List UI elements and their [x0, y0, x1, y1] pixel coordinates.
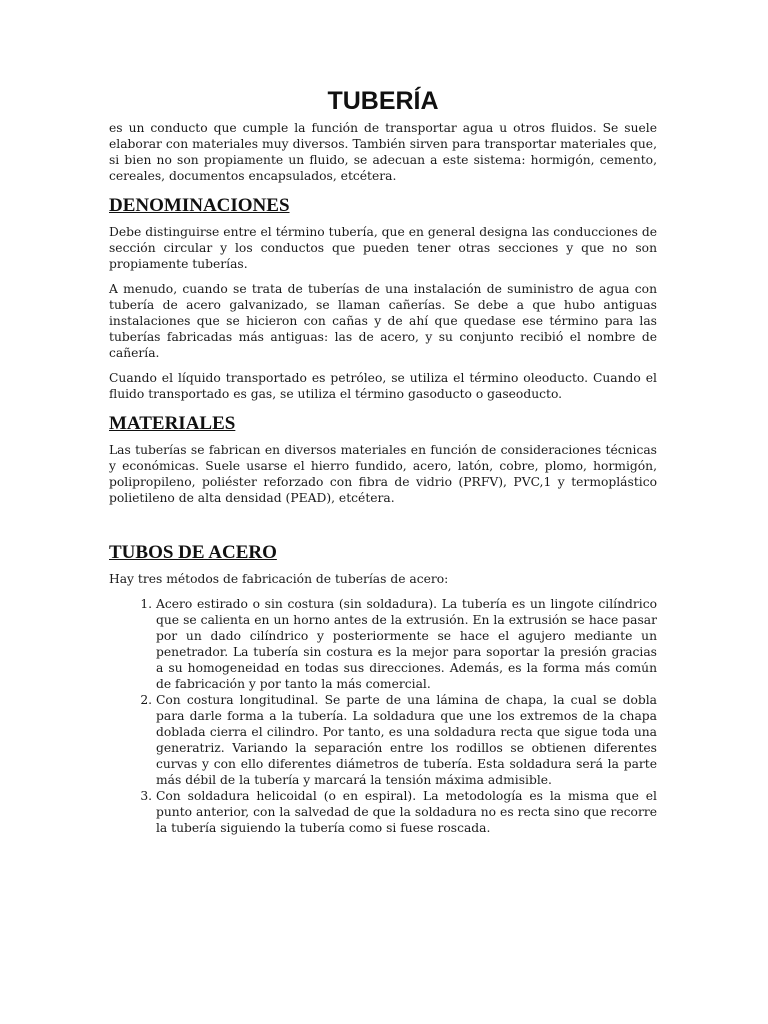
- heading-tubos-de-acero: TUBOS DE ACERO: [109, 542, 277, 563]
- denominaciones-paragraph-3: Cuando el líquido transportado es petróleo, se utiliza el término oleoducto. Cuando el fluido transportado es gas, se utiliza el término gasoducto o gaseoducto.: [109, 371, 657, 401]
- tubos-lead-paragraph: Hay tres métodos de fabricación de tuberías de acero:: [109, 572, 449, 586]
- heading-materiales: MATERIALES: [109, 413, 236, 434]
- denominaciones-paragraph-2: A menudo, cuando se trata de tuberías de una instalación de suministro de agua con tubería de acero galvanizado, se llaman cañerías. Se debe a que hubo antiguas instalaciones que se hicieron con cañas y de ahí que quedase ese término para las tuberías fabricadas más antiguas: las de acero, y su conjunto recibió el nombre de cañería.: [109, 282, 657, 360]
- denominaciones-paragraph-1: Debe distinguirse entre el término tubería, que en general designa las conducciones de sección circular y los conductos que pueden tener otras secciones y que no son propiamente tuberías.: [109, 225, 657, 271]
- document-title: TUBERÍA: [327, 87, 439, 115]
- list-item: 2. Con costura longitudinal. Se parte de una lámina de chapa, la cual se dobla para darle forma a la tubería. La soldadura que une los extremos de la chapa doblada cierra el cilindro. Por tanto, es una soldadura recta que sigue toda una generatriz. Variando la separación entre los rodillos se obtienen diferentes curvas y con ello diferentes diámetros de tubería. Esta soldadura será la parte más débil de la tubería y marcará la tensión máxima admisible.: [156, 692, 657, 788]
- list-item: 1. Acero estirado o sin costura (sin soldadura). La tubería es un lingote cilíndrico que se calienta en un horno antes de la extrusión. En la extrusión se hace pasar por un dado cilíndrico y posteriormente se hace el agujero mediante un penetrador. La tubería sin costura es la mejor para soportar la presión gracias a su homogeneidad en todas sus direcciones. Además, es la forma más común de fabricación y por tanto la más comercial.: [156, 596, 657, 692]
- fabrication-methods-list: [109, 596, 657, 836]
- materiales-paragraph: Las tuberías se fabrican en diversos materiales en función de consideraciones técnicas y económicas. Suele usarse el hierro fundido, acero, latón, cobre, plomo, hormigón, polipropileno, poliéster reforzado con fibra de vidrio (PRFV), PVC,1 y termoplástico polietileno de alta densidad (PEAD), etcétera.: [109, 443, 657, 505]
- intro-paragraph: es un conducto que cumple la función de transportar agua u otros fluidos. Se suele elaborar con materiales muy diversos. También sirven para transportar materiales que, si bien no son propiamente un fluido, se adecuan a este sistema: hormigón, cemento, cereales, documentos encapsulados, etcétera.: [109, 121, 657, 183]
- heading-denominaciones: DENOMINACIONES: [109, 195, 290, 216]
- list-item: 3. Con soldadura helicoidal (o en espiral). La metodología es la misma que el punto anterior, con la salvedad de que la soldadura no es recta sino que recorre la tubería siguiendo la tubería como si fuese roscada.: [156, 788, 657, 836]
